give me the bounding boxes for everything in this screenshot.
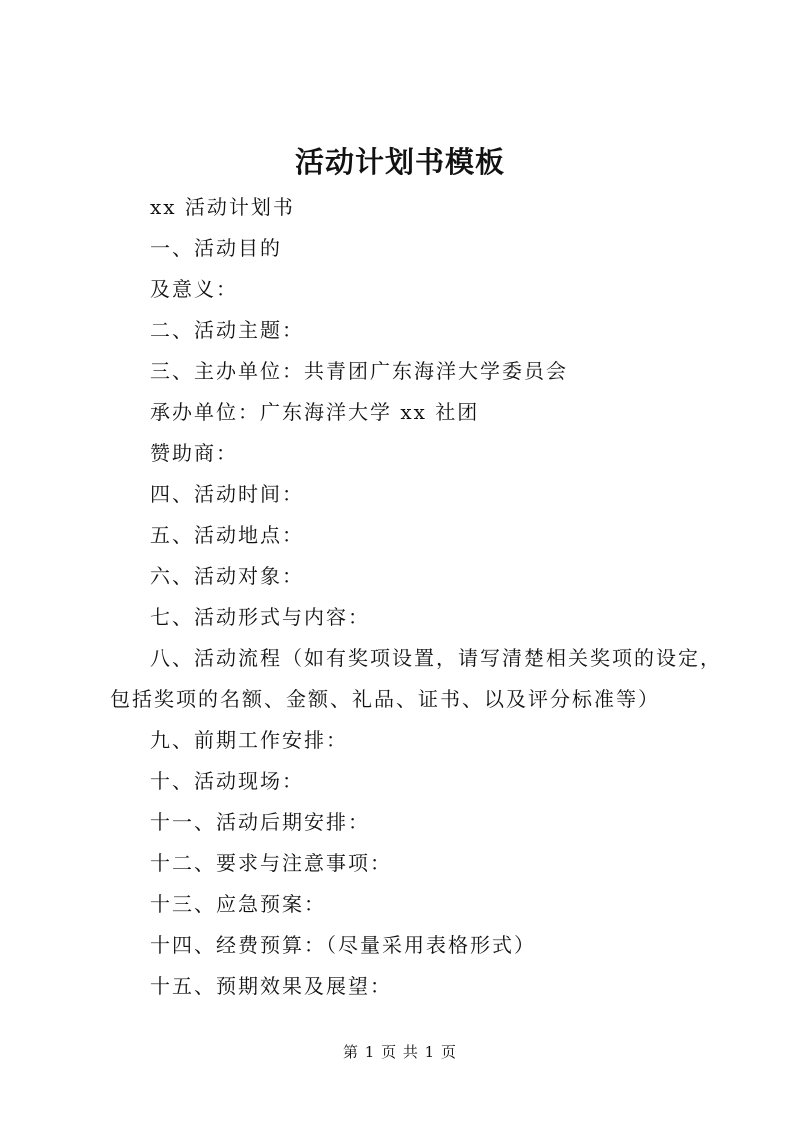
text-line-co-organizer: 承办单位：广东海洋大学 xx 社团 [150,400,480,424]
text-line-budget: 十四、经费预算：（尽量采用表格形式） [150,933,536,957]
text-line-onsite: 十、活动现场： [150,769,304,793]
text-line-significance: 及意义： [150,277,238,301]
text-line-outlook: 十五、预期效果及展望： [150,974,392,998]
text-line-audience: 六、活动对象： [150,564,304,588]
text-line-preparation: 九、前期工作安排： [150,728,348,752]
document-title: 活动计划书模板 [294,145,505,179]
text-line-format: 七、活动形式与内容： [150,605,370,629]
text-line-sponsor: 赞助商： [150,441,238,465]
text-line-time: 四、活动时间： [150,482,304,506]
document-body [110,187,730,1007]
text-line-follow-up: 十一、活动后期安排： [150,810,370,834]
text-line-purpose: 一、活动目的 [150,236,282,260]
text-line-process: 八、活动流程（如有奖项设置，请写清楚相关奖项的设定，包括奖项的名额、金额、礼品、证书、以及评分标准等） [110,646,722,711]
text-line-requirements: 十二、要求与注意事项： [150,851,392,875]
text-line-plan-name: xx 活动计划书 [150,195,295,219]
text-line-theme: 二、活动主题： [150,318,304,342]
text-line-contingency: 十三、应急预案： [150,892,326,916]
text-line-organizer: 三、主办单位：共青团广东海洋大学委员会 [150,359,568,383]
text-line-location: 五、活动地点： [150,523,304,547]
page-footer: 第 1 页 共 1 页 [343,1043,457,1061]
